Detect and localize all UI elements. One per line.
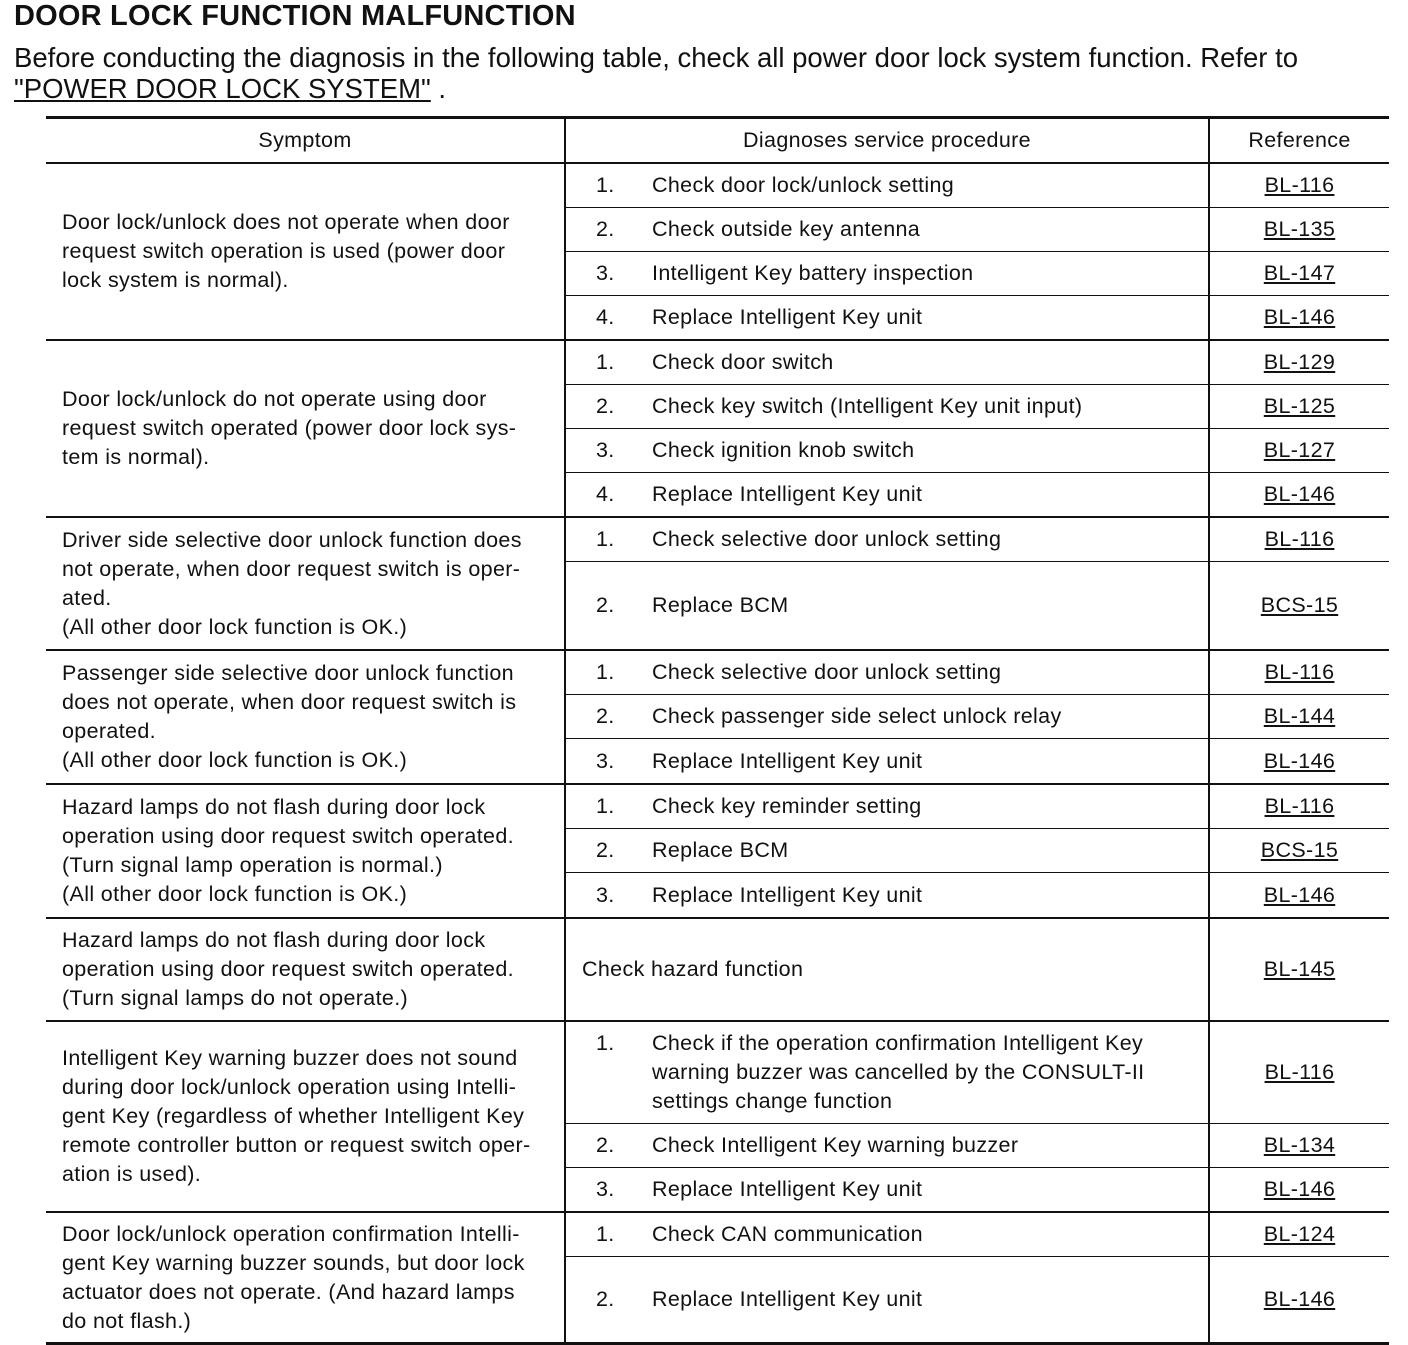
reference-cell <box>1209 1168 1389 1213</box>
symptom-line: (All other door lock function is OK.) <box>62 614 408 639</box>
step-number: 1. <box>596 794 615 818</box>
procedure-step <box>566 297 1208 338</box>
step-text-line: Replace Intelligent Key unit <box>652 482 923 506</box>
page-title: DOOR LOCK FUNCTION MALFUNCTION <box>14 0 576 32</box>
reference-link[interactable]: BL-146 <box>1263 1177 1336 1201</box>
step-text-line: Check ignition knob switch <box>652 438 915 462</box>
table-row <box>46 1021 1389 1124</box>
step-text <box>652 1285 1200 1314</box>
step-number: 2. <box>596 593 615 617</box>
procedure-cell <box>565 517 1209 562</box>
step-number: 3. <box>596 748 615 773</box>
reference-link[interactable]: BL-146 <box>1263 482 1336 506</box>
procedure-step <box>566 1125 1208 1166</box>
table-row <box>46 1212 1389 1257</box>
reference-link[interactable]: BL-125 <box>1263 394 1336 418</box>
step-text-line: Replace Intelligent Key unit <box>652 305 923 329</box>
symptom-cell <box>46 650 565 784</box>
step-number: 2. <box>596 1287 615 1311</box>
step-text <box>652 303 1200 332</box>
table-row <box>46 918 1389 1021</box>
procedure-step <box>566 585 1208 626</box>
step-text-line: Replace BCM <box>652 838 789 862</box>
reference-link[interactable]: BL-129 <box>1263 350 1336 374</box>
procedure-cell <box>565 1257 1209 1344</box>
procedure-step <box>566 386 1208 427</box>
step-text <box>652 480 1200 509</box>
step-number: 3. <box>596 1177 615 1201</box>
procedure-plain-text: Check hazard function <box>582 957 804 981</box>
step-text <box>652 1175 1200 1204</box>
symptom-cell <box>46 1021 565 1212</box>
procedure-cell <box>565 784 1209 829</box>
power-door-lock-system-link[interactable]: "POWER DOOR LOCK SYSTEM" <box>14 73 431 104</box>
header-symptom: Symptom <box>46 118 565 164</box>
procedure-cell <box>565 739 1209 785</box>
reference-link[interactable]: BL-146 <box>1263 1287 1336 1311</box>
reference-cell <box>1209 650 1389 695</box>
procedure-cell <box>565 562 1209 651</box>
step-text <box>652 1131 1200 1160</box>
reference-link[interactable]: BL-134 <box>1263 1133 1336 1157</box>
symptom-line: request switch operation is used (power door <box>62 239 506 263</box>
procedure-step <box>566 1023 1208 1122</box>
reference-cell <box>1209 873 1389 919</box>
table-header-row <box>46 118 1389 164</box>
step-number: 2. <box>596 217 615 241</box>
step-text-line: Replace Intelligent Key unit <box>652 1287 923 1311</box>
table-row <box>46 340 1389 385</box>
step-text <box>652 348 1200 377</box>
procedure-cell <box>565 1124 1209 1168</box>
step-number: 4. <box>596 305 615 329</box>
step-text <box>652 1029 1200 1116</box>
symptom-line: operation using door request switch operated. <box>62 824 514 848</box>
symptom-line: Driver side selective door unlock function does <box>62 527 522 552</box>
step-text-line: Check selective door unlock setting <box>652 660 1002 684</box>
procedure-step <box>566 474 1208 515</box>
table-row <box>46 517 1389 562</box>
intro-suffix: . <box>430 73 447 104</box>
procedure-step <box>566 165 1208 206</box>
reference-link[interactable]: BL-146 <box>1263 748 1336 773</box>
step-text <box>652 392 1200 421</box>
procedure-cell <box>565 208 1209 252</box>
procedure-step <box>566 519 1208 560</box>
step-text-line: Check key reminder setting <box>652 794 922 818</box>
step-text <box>652 658 1200 687</box>
symptom-line: ated. <box>62 585 112 610</box>
reference-link[interactable]: BL-116 <box>1264 794 1335 818</box>
symptom-line: request switch operated (power door lock sys- <box>62 416 517 440</box>
step-text-line: settings change function <box>652 1089 893 1113</box>
step-number: 3. <box>596 261 615 285</box>
procedure-cell <box>565 829 1209 873</box>
procedure-cell <box>565 252 1209 296</box>
step-number: 2. <box>596 704 615 728</box>
reference-cell <box>1209 252 1389 296</box>
step-text-line: Check door switch <box>652 350 834 374</box>
procedure-cell <box>565 163 1209 208</box>
step-text-line: Replace BCM <box>652 593 789 617</box>
step-text-line: Check selective door unlock setting <box>652 527 1002 551</box>
step-text <box>652 171 1200 200</box>
symptom-line: lock system is normal). <box>62 268 289 292</box>
step-text-line: Replace Intelligent Key unit <box>652 882 923 907</box>
procedure-cell <box>565 695 1209 739</box>
reference-cell <box>1209 385 1389 429</box>
procedure-step <box>566 696 1208 737</box>
reference-cell <box>1209 208 1389 252</box>
intro-text: Before conducting the diagnosis in the following table, check all power door lock system function. Refer to <box>14 42 1299 73</box>
procedure-cell <box>565 1021 1209 1124</box>
procedure-step <box>566 253 1208 294</box>
reference-cell <box>1209 829 1389 873</box>
reference-link[interactable]: BL-127 <box>1263 438 1336 462</box>
step-text <box>652 591 1200 620</box>
header-procedure: Diagnoses service procedure <box>565 118 1209 164</box>
procedure-step <box>566 875 1208 916</box>
step-text-line: Check door lock/unlock setting <box>652 173 955 197</box>
procedure-cell <box>565 1212 1209 1257</box>
reference-cell <box>1209 473 1389 518</box>
step-text-line: Check CAN communication <box>652 1222 923 1246</box>
reference-link[interactable]: BL-116 <box>1264 173 1335 197</box>
step-number: 4. <box>596 482 615 506</box>
reference-link[interactable]: BL-146 <box>1263 305 1336 329</box>
reference-cell <box>1209 340 1389 385</box>
step-number: 1. <box>596 1031 615 1055</box>
symptom-line: actuator does not operate. (And hazard lamps <box>62 1279 515 1304</box>
procedure-step <box>566 652 1208 693</box>
reference-cell <box>1209 429 1389 473</box>
step-text <box>652 881 1200 910</box>
symptom-cell <box>46 784 565 918</box>
step-number: 1. <box>596 660 615 684</box>
procedure-cell <box>565 385 1209 429</box>
step-text-line: Replace Intelligent Key unit <box>652 748 923 773</box>
step-text <box>652 215 1200 244</box>
symptom-line: Door lock/unlock do not operate using door <box>62 387 487 411</box>
reference-link[interactable]: BL-147 <box>1263 261 1336 285</box>
step-text <box>652 436 1200 465</box>
procedure-step <box>566 1214 1208 1255</box>
table-row <box>46 784 1389 829</box>
table-row <box>46 650 1389 695</box>
reference-cell <box>1209 695 1389 739</box>
symptom-cell <box>46 163 565 340</box>
symptom-line: do not flash.) <box>62 1308 192 1333</box>
step-text-line: Check outside key antenna <box>652 217 921 241</box>
reference-link[interactable]: BL-116 <box>1264 660 1335 684</box>
reference-cell <box>1209 562 1389 651</box>
reference-cell <box>1209 1257 1389 1344</box>
symptom-line: Hazard lamps do not flash during door lock <box>62 928 486 952</box>
reference-cell <box>1209 163 1389 208</box>
step-text-line: Check key switch (Intelligent Key unit input) <box>652 394 1083 418</box>
table-body <box>46 163 1389 1344</box>
procedure-cell <box>565 473 1209 518</box>
symptom-line: Hazard lamps do not flash during door lock <box>62 795 486 819</box>
symptom-line: gent Key (regardless of whether Intelligent Key <box>62 1104 525 1128</box>
symptom-line: (Turn signal lamp operation is normal.) <box>62 853 443 877</box>
step-text <box>652 747 1200 776</box>
step-text <box>652 525 1200 554</box>
symptom-line: tem is normal). <box>62 445 210 469</box>
procedure-step <box>566 741 1208 782</box>
symptom-line: does not operate, when door request switch is <box>62 690 517 714</box>
symptom-line: Passenger side selective door unlock function <box>62 661 514 685</box>
reference-cell <box>1209 1124 1389 1168</box>
procedure-step <box>566 209 1208 250</box>
symptom-cell <box>46 340 565 517</box>
step-text <box>652 259 1200 288</box>
symptom-line: Intelligent Key warning buzzer does not sound <box>62 1046 518 1070</box>
procedure-cell <box>565 918 1209 1021</box>
symptom-line: operated. <box>62 719 157 743</box>
symptom-line: operation using door request switch operated. <box>62 957 514 981</box>
diagnosis-table <box>46 116 1389 1345</box>
intro-paragraph <box>14 42 1399 104</box>
reference-link[interactable]: BL-124 <box>1263 1222 1336 1246</box>
reference-link[interactable]: BCS-15 <box>1260 838 1339 862</box>
reference-link[interactable]: BL-145 <box>1263 957 1336 981</box>
step-number: 3. <box>596 438 615 462</box>
symptom-line: ation is used). <box>62 1162 202 1186</box>
procedure-cell <box>565 1168 1209 1213</box>
procedure-cell <box>565 873 1209 919</box>
symptom-line: remote controller button or request switch oper- <box>62 1133 531 1157</box>
reference-cell <box>1209 296 1389 341</box>
procedure-step <box>566 1279 1208 1320</box>
step-text-line: warning buzzer was cancelled by the CONSULT-II <box>652 1060 1145 1084</box>
procedure-cell <box>565 650 1209 695</box>
procedure-cell <box>565 429 1209 473</box>
step-text-line: Replace Intelligent Key unit <box>652 1177 923 1201</box>
step-text-line: Check Intelligent Key warning buzzer <box>652 1133 1019 1157</box>
reference-cell <box>1209 739 1389 785</box>
symptom-line: during door lock/unlock operation using Intelli- <box>62 1075 517 1099</box>
procedure-step <box>566 786 1208 827</box>
procedure-step <box>566 830 1208 871</box>
reference-cell <box>1209 918 1389 1021</box>
symptom-cell <box>46 918 565 1021</box>
reference-cell <box>1209 1212 1389 1257</box>
procedure-step <box>566 342 1208 383</box>
step-text-line: Check passenger side select unlock relay <box>652 704 1062 728</box>
reference-cell <box>1209 517 1389 562</box>
symptom-line: Door lock/unlock operation confirmation Intelli- <box>62 1221 520 1246</box>
reference-cell <box>1209 784 1389 829</box>
procedure-cell <box>565 296 1209 341</box>
step-number: 1. <box>596 173 615 197</box>
header-reference: Reference <box>1209 118 1389 164</box>
symptom-line: (All other door lock function is OK.) <box>62 748 408 772</box>
procedure-step <box>566 1169 1208 1210</box>
step-number: 1. <box>596 527 615 551</box>
step-number: 3. <box>596 882 615 907</box>
reference-link[interactable]: BL-144 <box>1263 704 1336 728</box>
reference-link[interactable]: BL-146 <box>1263 882 1336 907</box>
symptom-line: not operate, when door request switch is oper- <box>62 556 521 581</box>
table-row <box>46 163 1389 208</box>
symptom-line: (Turn signal lamps do not operate.) <box>62 986 409 1010</box>
step-text <box>652 792 1200 821</box>
reference-link[interactable]: BL-116 <box>1264 527 1335 551</box>
symptom-cell <box>46 517 565 650</box>
step-text <box>652 702 1200 731</box>
step-number: 2. <box>596 1133 615 1157</box>
symptom-line: Door lock/unlock does not operate when door <box>62 210 510 234</box>
reference-link[interactable]: BL-116 <box>1264 1060 1335 1084</box>
step-text-line: Check if the operation confirmation Intelligent Key <box>652 1031 1144 1055</box>
step-text <box>652 1220 1200 1249</box>
reference-link[interactable]: BCS-15 <box>1260 593 1339 617</box>
step-number: 2. <box>596 838 615 862</box>
procedure-cell <box>565 340 1209 385</box>
reference-cell <box>1209 1021 1389 1124</box>
step-number: 1. <box>596 350 615 374</box>
symptom-cell <box>46 1212 565 1344</box>
step-number: 2. <box>596 394 615 418</box>
reference-link[interactable]: BL-135 <box>1263 217 1336 241</box>
symptom-line: (All other door lock function is OK.) <box>62 882 408 906</box>
procedure-step <box>566 430 1208 471</box>
step-text <box>652 836 1200 865</box>
symptom-line: gent Key warning buzzer sounds, but door lock <box>62 1250 525 1275</box>
step-text-line: Intelligent Key battery inspection <box>652 261 974 285</box>
step-number: 1. <box>596 1222 615 1246</box>
